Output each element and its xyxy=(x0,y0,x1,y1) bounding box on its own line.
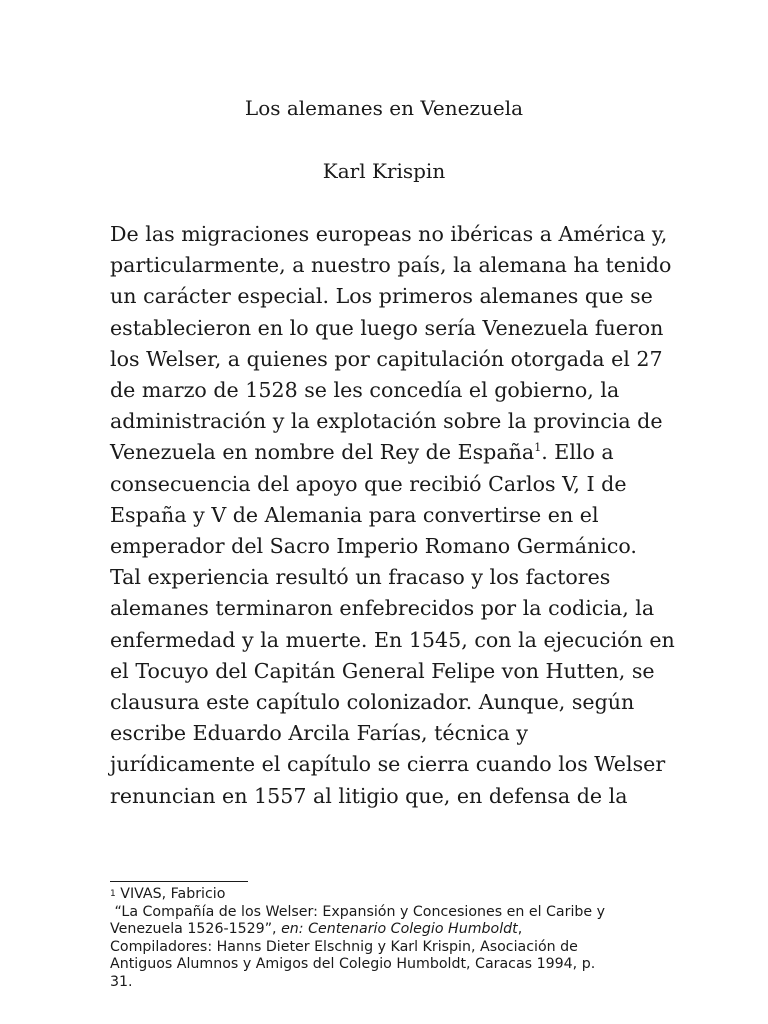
body-line: los Welser, a quienes por capitulación otorgada el 27 xyxy=(110,346,663,371)
body-line: España y V de Alemania para convertirse en el xyxy=(110,502,599,527)
footnote-text: Venezuela 1526-1529”, xyxy=(110,921,282,938)
body-line: escribe Eduardo Arcila Farías, técnica y xyxy=(110,721,528,746)
body-line-with-footnote xyxy=(110,437,670,468)
body-line: renuncian en 1557 al litigio que, en defensa de la xyxy=(110,783,628,808)
body-line: De las migraciones europeas no ibéricas a América y, xyxy=(110,222,668,246)
footnote-author: VIVAS, Fabricio xyxy=(120,886,226,902)
body-line: de marzo de 1528 se les concedía el gobierno, la xyxy=(110,378,620,403)
body-line: alemanes terminaron enfebrecidos por la codicia, la xyxy=(110,596,655,621)
footnote-number: 1 xyxy=(110,889,116,899)
body-line: administración y la explotación sobre la provincia de xyxy=(110,409,663,434)
footnote-author-line xyxy=(110,886,670,904)
body-line: clausura este capítulo colonizador. Aunque, según xyxy=(110,690,635,715)
body-line: el Tocuyo del Capitán General Felipe von Hutten, se xyxy=(110,658,655,683)
document-author: Karl Krispin xyxy=(322,159,446,183)
body-line-tail: . Ello a xyxy=(541,440,614,465)
body-line: Tal experiencia resultó un fracaso y los factores xyxy=(110,565,611,590)
body-line: emperador del Sacro Imperio Romano Germánico. xyxy=(110,534,637,559)
body-line: un carácter especial. Los primeros alemanes que se xyxy=(110,284,653,309)
body-line: establecieron en lo que luego sería Venezuela fueron xyxy=(110,315,664,340)
footnote-line: “La Compañía de los Welser: Expansión y Concesiones en el Caribe y xyxy=(110,903,606,920)
body-line: enfermedad y la muerte. En 1545, con la ejecución en xyxy=(110,627,675,652)
footnote-line: Antiguos Alumnos y Amigos del Colegio Humboldt, Caracas 1994, p. xyxy=(110,956,596,973)
body-line-text: Venezuela en nombre del Rey de España xyxy=(110,440,535,465)
document-title: Los alemanes en Venezuela xyxy=(244,96,524,120)
footnote-reference[interactable]: 1 xyxy=(534,441,542,455)
footnote-line: Compiladores: Hanns Dieter Elschnig y Karl Krispin, Asociación de xyxy=(110,938,578,955)
footnote-italic-source: en: Centenario Colegio Humboldt xyxy=(281,921,518,938)
body-line: jurídicamente el capítulo se cierra cuando los Welser xyxy=(110,752,666,777)
footnote xyxy=(110,886,670,992)
footnote-text: , xyxy=(517,921,523,938)
body-paragraph xyxy=(110,219,675,812)
body-line: consecuencia del apoyo que recibió Carlos V, I de xyxy=(110,471,627,496)
footnote-line xyxy=(110,921,670,939)
footnote-separator xyxy=(110,881,248,882)
footnote-line: 31. xyxy=(110,973,133,990)
body-line: particularmente, a nuestro país, la alemana ha tenido xyxy=(110,253,672,278)
